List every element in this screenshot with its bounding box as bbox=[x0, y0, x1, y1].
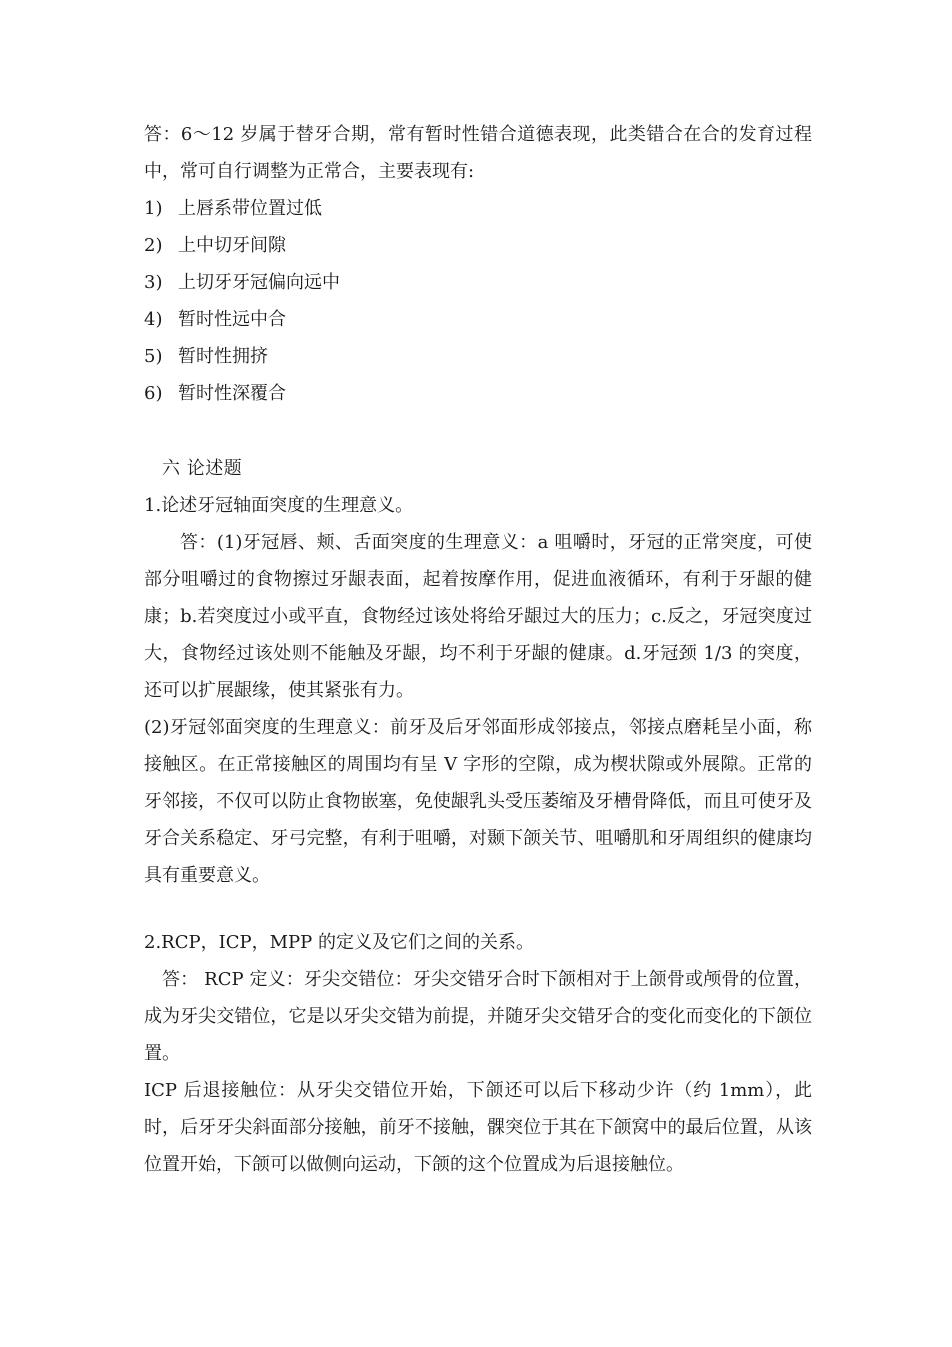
list-item-number: 3) bbox=[144, 272, 163, 293]
list-item bbox=[144, 338, 812, 375]
spacer bbox=[144, 412, 812, 450]
list-item-text: 暂时性深覆合 bbox=[178, 383, 286, 404]
question-1-answer-part-1: 答：(1)牙冠唇、颊、舌面突度的生理意义：a 咀嚼时，牙冠的正常突度，可使部分咀嚼过的食物擦过牙龈表面，起着按摩作用，促进血液循环，有利于牙龈的健康；b.若突度过小或平直，食物经过该处将给牙龈过大的压力；c.反之，牙冠突度过大，食物经过该处则不能触及牙龈，均不利于牙龈的健康。d.牙冠颈 1/3 的突度，还可以扩展龈缘，使其紧张有力。 bbox=[144, 532, 812, 701]
list-item-text: 上唇系带位置过低 bbox=[178, 198, 322, 219]
list-item-number: 2) bbox=[144, 235, 163, 256]
list-item-text: 上中切牙间隙 bbox=[178, 235, 286, 256]
spacer bbox=[144, 894, 812, 924]
answer-intro: 答：6～12 岁属于替牙合期，常有暂时性错合道德表现，此类错合在合的发育过程中，常可自行调整为正常合，主要表现有: bbox=[144, 124, 812, 182]
section-title: 六 论述题 bbox=[162, 458, 243, 479]
page-content bbox=[144, 116, 812, 1183]
list-item bbox=[144, 375, 812, 412]
list-item-text: 暂时性拥挤 bbox=[178, 346, 268, 367]
list-item bbox=[144, 190, 812, 227]
list-item-number: 4) bbox=[144, 309, 163, 330]
list-item-text: 上切牙牙冠偏向远中 bbox=[178, 272, 340, 293]
question-1-answer-part-2: (2)牙冠邻面突度的生理意义：前牙及后牙邻面形成邻接点，邻接点磨耗呈小面，称接触区。在正常接触区的周围均有呈 V 字形的空隙，成为楔状隙或外展隙。正常的牙邻接，不仅可以防止食物嵌塞，免使龈乳头受压萎缩及牙槽骨降低，而且可使牙及牙合关系稳定、牙弓完整，有利于咀嚼，对颞下颌关节、咀嚼肌和牙周组织的健康均具有重要意义。 bbox=[144, 717, 812, 886]
question-2-answer-part-2: ICP 后退接触位：从牙尖交错位开始，下颌还可以后下移动少许（约 1mm），此时，后牙牙尖斜面部分接触，前牙不接触，髁突位于其在下颌窝中的最后位置，从该位置开始，下颌可以做侧向运动，下颌的这个位置成为后退接触位。 bbox=[144, 1080, 812, 1175]
list-item bbox=[144, 301, 812, 338]
list-item-number: 6) bbox=[144, 383, 163, 404]
list-item-text: 暂时性远中合 bbox=[178, 309, 286, 330]
list-item-number: 5) bbox=[144, 346, 163, 367]
list-item bbox=[144, 227, 812, 264]
answer-list bbox=[144, 190, 812, 412]
list-item-number: 1) bbox=[144, 198, 163, 219]
question-2: 2.RCP，ICP，MPP 的定义及它们之间的关系。 bbox=[144, 932, 534, 953]
question-2-answer-part-1: 答： RCP 定义：牙尖交错位：牙尖交错牙合时下颌相对于上颌骨或颅骨的位置，成为牙尖交错位，它是以牙尖交错为前提，并随牙尖交错牙合的变化而变化的下颌位置。 bbox=[144, 969, 812, 1064]
question-1: 1.论述牙冠轴面突度的生理意义。 bbox=[144, 495, 414, 516]
list-item bbox=[144, 264, 812, 301]
